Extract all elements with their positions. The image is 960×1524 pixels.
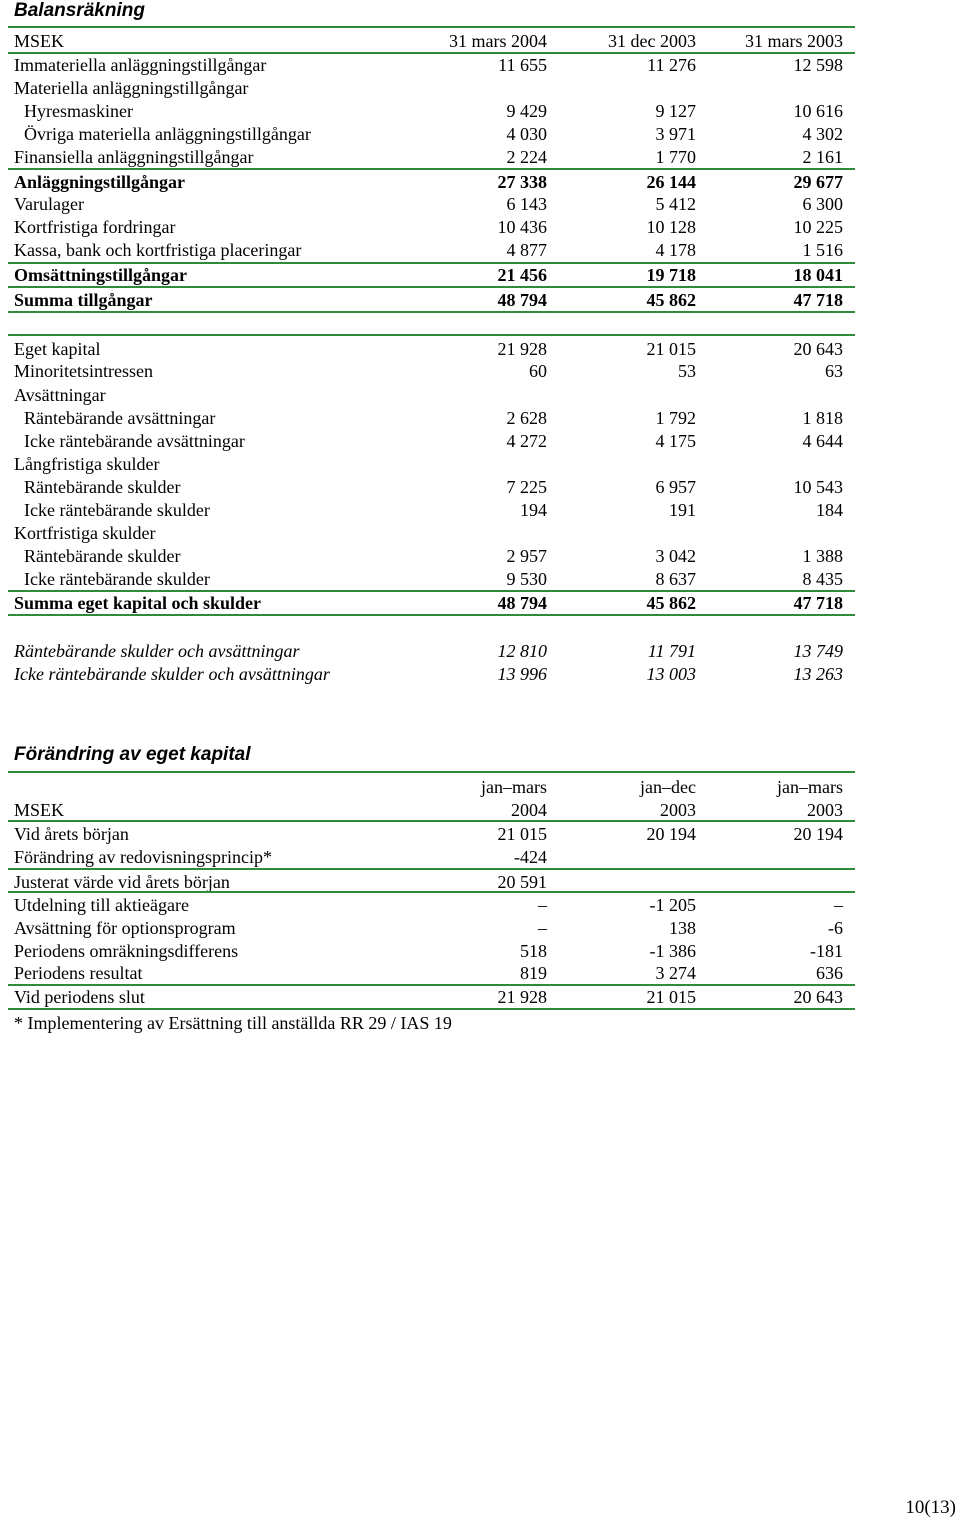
row-value: 20 643: [793, 339, 843, 359]
row-value: –: [538, 895, 547, 915]
table-row: [0, 77, 960, 99]
row-value: 1 770: [655, 147, 696, 167]
row-value: 5 412: [655, 194, 696, 214]
row-value: 13 749: [793, 641, 843, 661]
balance-header-row: [0, 30, 960, 52]
row-label: Långfristiga skulder: [14, 454, 160, 474]
row-value: 2 224: [506, 147, 547, 167]
row-value: 53: [678, 361, 696, 381]
row-value: 518: [520, 941, 547, 961]
row-value: 26 144: [646, 172, 696, 192]
row-label: Immateriella anläggningstillgångar: [14, 55, 267, 75]
row-value: 48 794: [497, 593, 547, 613]
rule: [8, 26, 855, 28]
rule: [8, 891, 855, 893]
balance-sheet-title: Balansräkning: [14, 0, 145, 21]
row-value: 10 128: [646, 217, 696, 237]
row-value: 1 388: [802, 546, 843, 566]
row-label: Minoritetsintressen: [14, 361, 153, 381]
row-value: 9 127: [655, 101, 696, 121]
row-label: Eget kapital: [14, 339, 101, 359]
row-value: 21 928: [497, 339, 547, 359]
row-value: 4 302: [802, 124, 843, 144]
row-label: Icke räntebärande skulder och avsättningar: [14, 664, 330, 684]
table-row: [0, 146, 960, 168]
row-value: 10 225: [793, 217, 843, 237]
row-value: 21 015: [497, 824, 547, 844]
row-value: 21 456: [497, 265, 547, 285]
row-value: 12 810: [497, 641, 547, 661]
table-row: [0, 453, 960, 475]
rule: [8, 334, 855, 336]
row-value: 20 591: [497, 872, 547, 892]
header-col-3: 2003: [807, 800, 843, 820]
table-row: [0, 193, 960, 215]
row-label: Räntebärande skulder: [24, 546, 181, 566]
row-value: 184: [816, 500, 843, 520]
row-value: 819: [520, 963, 547, 983]
row-value: 4 030: [506, 124, 547, 144]
row-value: 191: [669, 500, 696, 520]
row-value: 3 042: [655, 546, 696, 566]
row-value: -1 386: [649, 941, 696, 961]
row-value: 13 263: [793, 664, 843, 684]
header-col-2: 31 dec 2003: [608, 31, 696, 51]
row-value: 63: [825, 361, 843, 381]
row-value: 4 272: [506, 431, 547, 451]
row-value: 1 818: [802, 408, 843, 428]
table-row: [0, 962, 960, 984]
row-value: 4 644: [802, 431, 843, 451]
row-label: Summa eget kapital och skulder: [14, 593, 262, 613]
table-row: [0, 123, 960, 145]
table-row-total: [0, 171, 960, 193]
row-value: 47 718: [793, 290, 843, 310]
row-value: 6 957: [655, 477, 696, 497]
table-row: [0, 545, 960, 567]
table-row-total: [0, 592, 960, 614]
row-value: 3 971: [655, 124, 696, 144]
row-label: Övriga materiella anläggningstillgångar: [24, 124, 311, 144]
row-value: 6 300: [802, 194, 843, 214]
row-label: Periodens resultat: [14, 963, 143, 983]
row-value: 10 616: [793, 101, 843, 121]
row-label: Avsättningar: [14, 385, 106, 405]
header-col-3: 31 mars 2003: [745, 31, 843, 51]
row-value: 12 598: [793, 55, 843, 75]
header-col-3: jan–mars: [777, 777, 843, 797]
row-label: Kortfristiga skulder: [14, 523, 156, 543]
equity-header-row-top: [0, 776, 960, 798]
rule: [8, 868, 855, 870]
row-label: Justerat värde vid årets början: [14, 872, 230, 892]
row-value: 48 794: [497, 290, 547, 310]
row-value: 13 996: [497, 664, 547, 684]
table-row: [0, 940, 960, 962]
row-label: Räntebärande skulder och avsättningar: [14, 641, 300, 661]
row-value: 45 862: [646, 593, 696, 613]
row-value: -1 205: [649, 895, 696, 915]
table-row: [0, 499, 960, 521]
table-row-total: [0, 264, 960, 286]
row-label: Räntebärande avsättningar: [24, 408, 216, 428]
row-value: 636: [816, 963, 843, 983]
table-row: [0, 871, 960, 893]
row-value: 194: [520, 500, 547, 520]
row-value: 21 015: [646, 987, 696, 1007]
table-row: [0, 640, 960, 662]
row-value: 11 276: [647, 55, 696, 75]
row-label: Kassa, bank och kortfristiga placeringar: [14, 240, 302, 260]
row-label: Vid periodens slut: [14, 987, 145, 1007]
row-value: -181: [810, 941, 843, 961]
row-value: –: [538, 918, 547, 938]
row-value: 6 143: [506, 194, 547, 214]
row-value: 2 161: [802, 147, 843, 167]
row-value: 10 436: [497, 217, 547, 237]
table-row: [0, 216, 960, 238]
row-value: 4 178: [655, 240, 696, 260]
table-row: [0, 360, 960, 382]
row-label: Periodens omräkningsdifferens: [14, 941, 239, 961]
header-label: MSEK: [14, 800, 65, 820]
table-row: [0, 846, 960, 868]
row-label: Icke räntebärande avsättningar: [24, 431, 245, 451]
row-label: Icke räntebärande skulder: [24, 569, 210, 589]
table-row: [0, 54, 960, 76]
table-row: [0, 239, 960, 261]
table-row: [0, 384, 960, 406]
header-col-1: 31 mars 2004: [449, 31, 547, 51]
table-row: [0, 476, 960, 498]
equity-header-row: [0, 799, 960, 821]
row-label: Förändring av redovisningsprincip*: [14, 847, 272, 867]
row-label: Omsättningstillgångar: [14, 265, 188, 285]
row-label: Utdelning till aktieägare: [14, 895, 189, 915]
row-value: 7 225: [506, 477, 547, 497]
table-row: [0, 568, 960, 590]
rule: [8, 311, 855, 313]
row-value: 8 435: [802, 569, 843, 589]
table-row-total: [0, 289, 960, 311]
row-value: -6: [828, 918, 843, 938]
equity-change-title: Förändring av eget kapital: [14, 744, 251, 765]
row-value: 11 791: [647, 641, 696, 661]
header-label: MSEK: [14, 31, 65, 51]
row-value: 20 194: [646, 824, 696, 844]
row-value: –: [834, 895, 843, 915]
table-row: [0, 894, 960, 916]
table-row: [0, 823, 960, 845]
table-row: [0, 338, 960, 360]
row-value: 1 516: [802, 240, 843, 260]
row-label: Kortfristiga fordringar: [14, 217, 176, 237]
row-label: Anläggningstillgångar: [14, 172, 186, 192]
row-value: 19 718: [646, 265, 696, 285]
header-col-1: 2004: [511, 800, 547, 820]
row-value: 2 957: [506, 546, 547, 566]
row-value: 20 643: [793, 987, 843, 1007]
row-value: 11 655: [498, 55, 547, 75]
row-value: 27 338: [497, 172, 547, 192]
row-value: 9 530: [506, 569, 547, 589]
row-value: 18 041: [793, 265, 843, 285]
row-value: 20 194: [793, 824, 843, 844]
rule: [8, 168, 855, 170]
row-value: 1 792: [655, 408, 696, 428]
table-row: [0, 917, 960, 939]
row-value: 2 628: [506, 408, 547, 428]
row-label: Icke räntebärande skulder: [24, 500, 210, 520]
table-row: [0, 663, 960, 685]
table-row: [0, 430, 960, 452]
row-label: Hyresmaskiner: [24, 101, 133, 121]
row-value: 10 543: [793, 477, 843, 497]
row-value: 4 877: [506, 240, 547, 260]
table-row: [0, 522, 960, 544]
row-value: 29 677: [793, 172, 843, 192]
row-value: 47 718: [793, 593, 843, 613]
rule: [8, 614, 855, 616]
header-col-2: jan–dec: [640, 777, 696, 797]
row-value: 4 175: [655, 431, 696, 451]
row-label: Vid årets början: [14, 824, 129, 844]
row-label: Summa tillgångar: [14, 290, 153, 310]
row-label: Finansiella anläggningstillgångar: [14, 147, 254, 167]
row-label: Avsättning för optionsprogram: [14, 918, 236, 938]
rule: [8, 1008, 855, 1010]
row-value: 21 015: [646, 339, 696, 359]
row-value: 138: [669, 918, 696, 938]
rule: [8, 286, 855, 288]
rule: [8, 771, 855, 773]
row-label: Materiella anläggningstillgångar: [14, 78, 249, 98]
table-row: [0, 986, 960, 1008]
row-value: 13 003: [646, 664, 696, 684]
row-label: Varulager: [14, 194, 84, 214]
row-value: 60: [529, 361, 547, 381]
row-value: 45 862: [646, 290, 696, 310]
header-col-1: jan–mars: [481, 777, 547, 797]
row-value: 9 429: [506, 101, 547, 121]
row-label: Räntebärande skulder: [24, 477, 181, 497]
page-number: 10(13): [905, 1497, 956, 1518]
footnote: * Implementering av Ersättning till anställda RR 29 / IAS 19: [14, 1013, 452, 1033]
row-value: -424: [514, 847, 547, 867]
row-value: 8 637: [655, 569, 696, 589]
header-col-2: 2003: [660, 800, 696, 820]
rule: [8, 820, 855, 822]
row-value: 3 274: [655, 963, 696, 983]
table-row: [0, 100, 960, 122]
row-value: 21 928: [497, 987, 547, 1007]
table-row: [0, 407, 960, 429]
